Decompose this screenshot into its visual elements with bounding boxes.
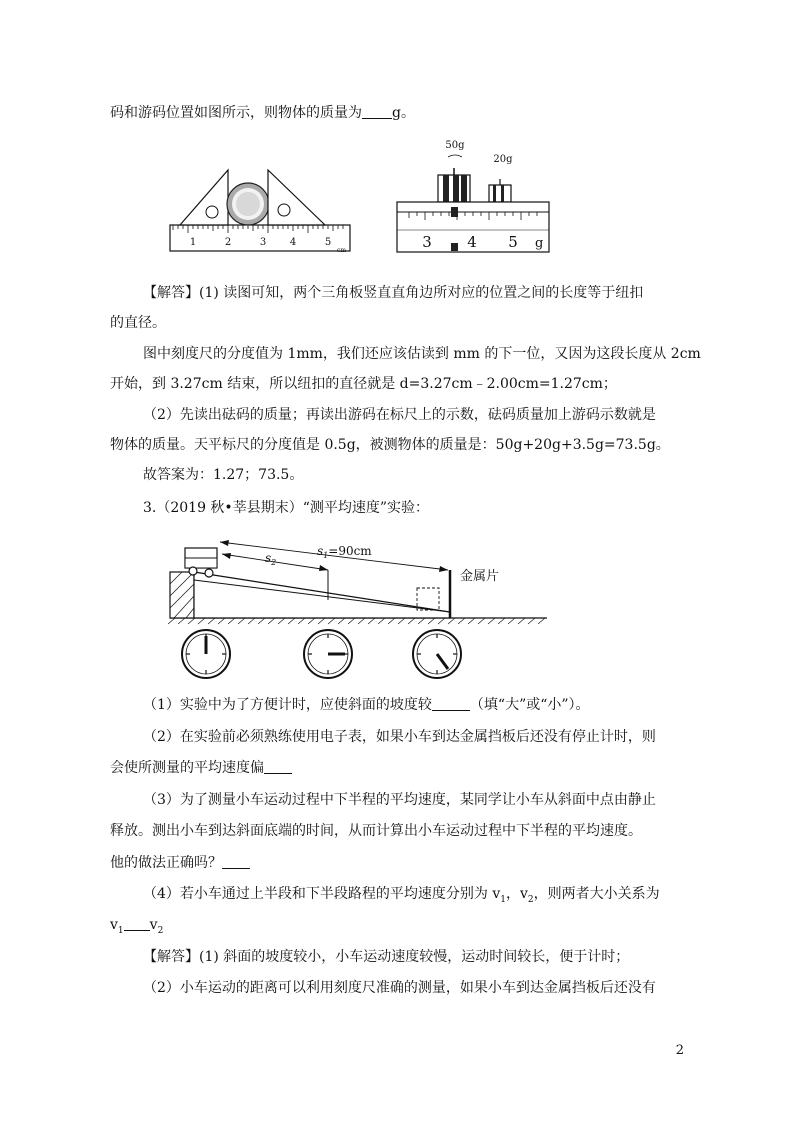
s1-label: $s_1=90cm$ (317, 544, 372, 560)
answer-blank (362, 104, 392, 119)
question-title: 3.（2019 秋•莘县期末）“测平均速度”实验： (143, 500, 430, 516)
ruler-with-triangles (170, 170, 350, 254)
question-part-4: （4）若小车通过上半段和下半段路程的平均速度分别为 $v_1$，$v_2$，则两者大小关系为 (143, 886, 660, 905)
ruler-unit: cm (337, 247, 347, 254)
answer-line: 图中刻度尺的分度值为 1mm，我们还应该估读到 mm 的下一位，又因为这段长度从 2cm (143, 346, 701, 362)
ruler-label: 2 (224, 237, 232, 248)
answer-line: （2）小车运动的距离可以利用刻度尺准确的测量，如果小车到达金属挡板后还没有 (143, 980, 656, 996)
support-block (170, 572, 194, 618)
answer-blank (432, 696, 470, 711)
ruler-label: 5 (324, 237, 332, 248)
rider (451, 207, 458, 217)
question-part-2: （2）在实验前必须熟练使用电子表，如果小车到达金属挡板后还没有停止计时，则 (143, 729, 656, 745)
answer-blank (222, 854, 250, 869)
answer-line: 物体的质量。天平标尺的分度值是 0.5g，被测物体的质量是：50g+20g+3.5g=73.5g。 (110, 437, 670, 453)
answer-line: 【解答】(1) 斜面的坡度较小，小车运动速度较慢，运动时间较长，便于计时； (143, 949, 630, 965)
cart-end-position (417, 588, 439, 610)
s2-label: $s_2$ (265, 551, 277, 567)
question-line: 码和游码位置如图所示，则物体的质量为 g。 (110, 105, 415, 121)
question-part-2-cont: 会使所测量的平均速度偏 (110, 758, 292, 778)
ruler-label: 4 (289, 237, 297, 248)
scale-label: 4 (467, 233, 477, 251)
scale-label: 5 (508, 233, 518, 251)
answer-line: 开始，到 3.27cm 结束，所以纽扣的直径就是 d=3.27cm﹣2.00cm=1.27cm； (110, 376, 617, 392)
weight-label: 20g (493, 154, 513, 165)
question-part-4-cont: $v_1$ $v_2$ (110, 917, 164, 936)
plate-label: 金属片 (460, 569, 500, 584)
question-part-1: （1）实验中为了方便计时，应使斜面的坡度较 （填“大”或“小”）。 (143, 697, 590, 713)
stopwatch-end (413, 630, 461, 678)
answer-line: 【解答】(1) 读图可知，两个三角板竖直直角边所对应的位置之间的长度等于纽扣 (143, 285, 644, 301)
stopwatch-middle (304, 630, 352, 678)
ruler-label: 1 (189, 237, 197, 248)
answer-line: （2）先读出砝码的质量；再读出游码在标尺上的示数，砝码质量加上游码示数就是 (143, 407, 656, 423)
incline-experiment-figure (165, 528, 550, 688)
weight-label: 50g (445, 140, 465, 151)
ruler-label: 3 (259, 237, 267, 248)
page-number: 2 (675, 1043, 684, 1058)
ruler-balance-figure (165, 140, 560, 258)
question-part-3-cont: 释放。测出小车到达斜面底端的时间，从而计算出小车运动过程中下半程的平均速度。 (110, 823, 642, 839)
answer-blank (124, 916, 150, 931)
question-part-3-cont: 他的做法正确吗？ (110, 853, 250, 873)
answer-line: 故答案为：1.27；73.5。 (143, 467, 304, 483)
stopwatch-start (182, 630, 230, 678)
scale-label: 3 (422, 233, 432, 251)
answer-blank (264, 759, 292, 774)
answer-line: 的直径。 (110, 315, 166, 331)
balance-scale (397, 140, 549, 252)
incline (194, 572, 450, 618)
scale-unit: g (535, 236, 544, 251)
question-part-3: （3）为了测量小车运动过程中下半程的平均速度，某同学让小车从斜面中点由静止 (143, 792, 656, 808)
